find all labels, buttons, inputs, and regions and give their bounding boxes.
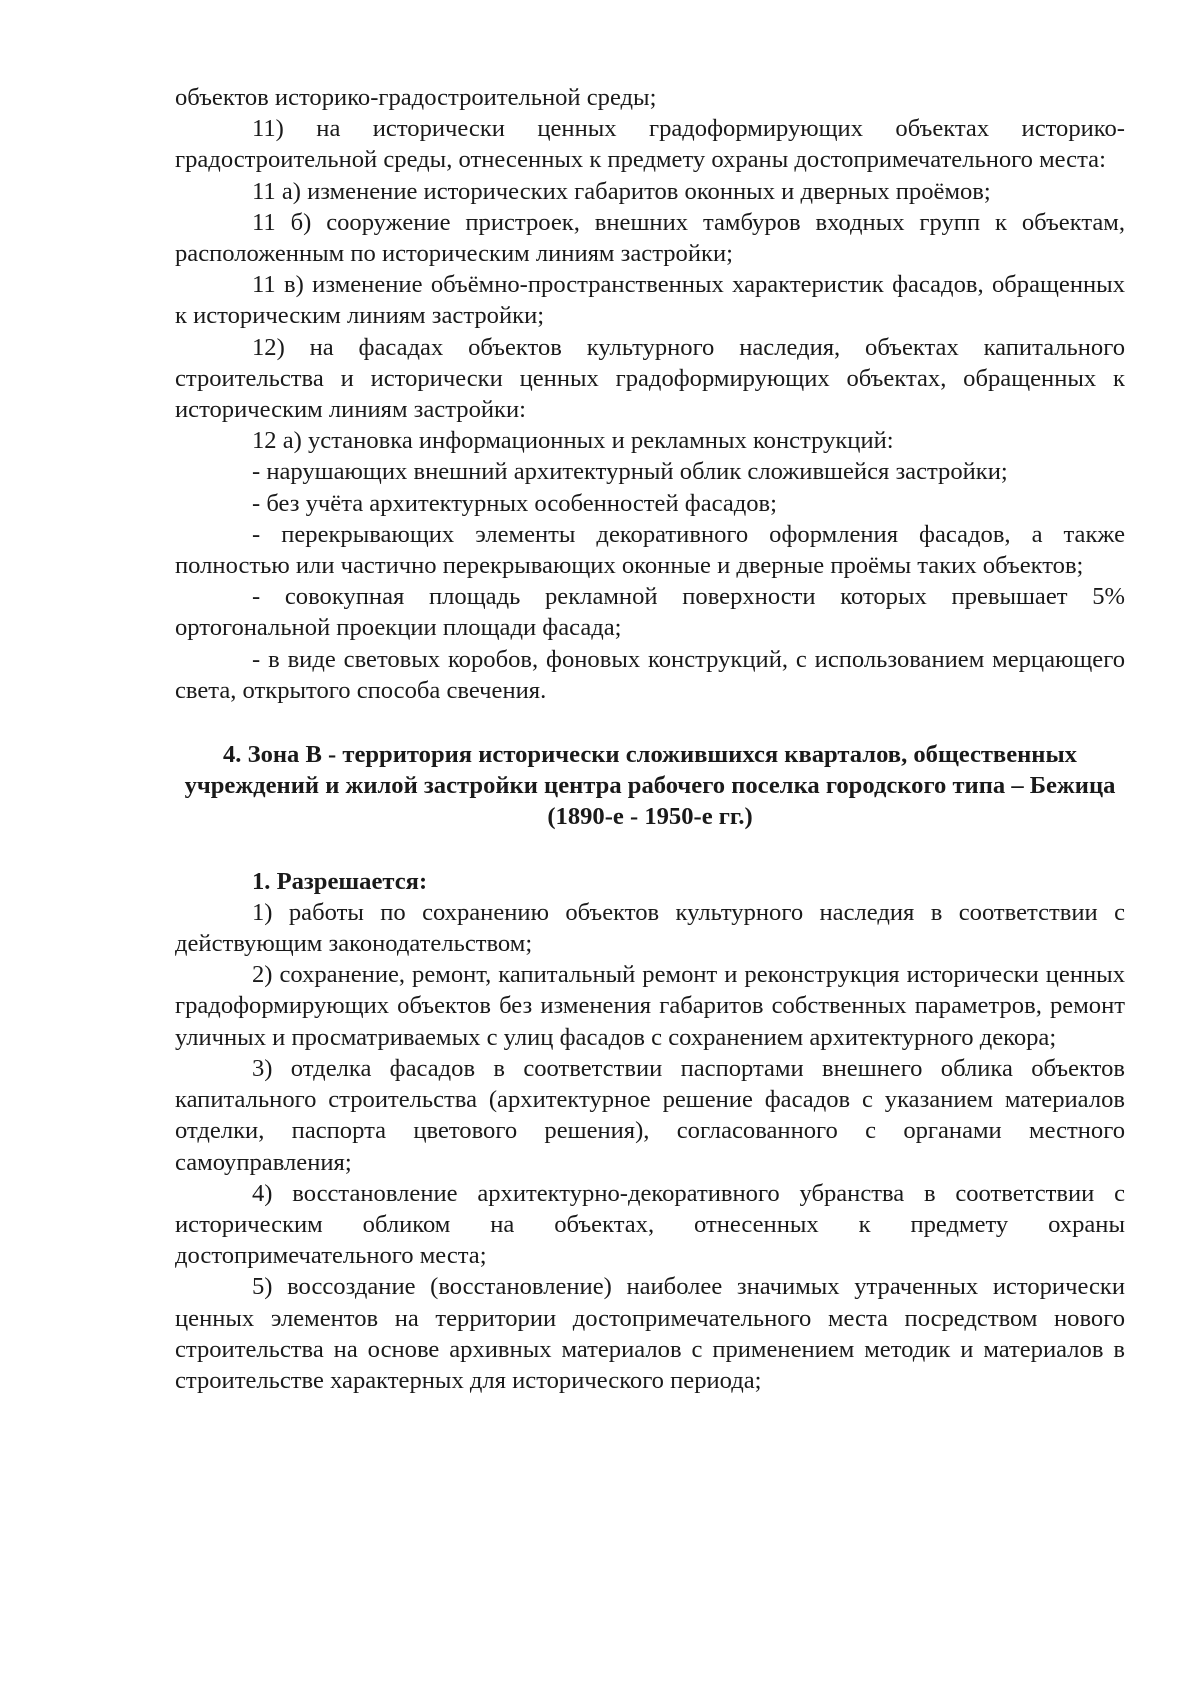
list-item-12a: 12 а) установка информационных и рекламных конструкций: (252, 427, 894, 455)
dash-item: - нарушающих внешний архитектурный облик сложившейся застройки; (252, 458, 1008, 486)
dash-item: - перекрывающих элементы декоративного оформления фасадов, а также полностью или частично перекрывающих оконные и дверные проёмы таких объектов; (175, 520, 1125, 580)
document-body (175, 82, 1125, 1396)
subsection-heading: 1. Разрешается: (252, 867, 428, 895)
list-item-11a: 11 а) изменение исторических габаритов оконных и дверных проёмов; (252, 177, 991, 205)
list-item-5: 5) воссоздание (восстановление) наиболее значимых утраченных исторически ценных элементов на территории достопримечательного места посредством нового строительства на основе архивных материалов с применением методик и материалов в строительстве характерных для исторического периода; (175, 1273, 1125, 1394)
list-item-2: 2) сохранение, ремонт, капитальный ремонт и реконструкция исторически ценных градоформирующих объектов без изменения габаритов собственных параметров, ремонт уличных и просматриваемых с улиц фасадов с сохранением архитектурного декора; (175, 961, 1125, 1051)
list-item-3: 3) отделка фасадов в соответствии паспортами внешнего облика объектов капитального строительства (архитектурное решение фасадов с указанием материалов отделки, паспорта цветового решения), согласованного с органами местного самоуправления; (175, 1054, 1125, 1176)
dash-item: - совокупная площадь рекламной поверхности которых превышает 5% ортогональной проекции площади фасада; (175, 583, 1125, 642)
list-item-11: 11) на исторически ценных градоформирующих объектах историко-градостроительной среды, отнесенных к предмету охраны достопримечательного места: (175, 115, 1125, 174)
list-item-12: 12) на фасадах объектов культурного наследия, объектах капитального строительства и исторически ценных градоформирующих объектах, обращенных к историческим линиям застройки: (175, 333, 1125, 424)
list-item-1: 1) работы по сохранению объектов культурного наследия в соответствии с действующим законодательством; (175, 898, 1125, 958)
list-item-11b: 11 б) сооружение пристроек, внешних тамбуров входных групп к объектам, расположенным по историческим линиям застройки; (175, 208, 1125, 268)
paragraph: объектов историко-градостроительной среды; (175, 84, 657, 111)
list-item-11v: 11 в) изменение объёмно-пространственных характеристик фасадов, обращенных к историческим линиям застройки; (175, 271, 1125, 330)
dash-item: - в виде световых коробов, фоновых конструкций, с использованием мерцающего света, открытого способа свечения. (175, 645, 1125, 704)
dash-item: - без учёта архитектурных особенностей фасадов; (252, 489, 777, 517)
section-heading: 4. Зона В - территория исторически сложившихся кварталов, общественных учреждений и жилой застройки центра рабочего поселка городского типа – Бежица (1890-е - 1950-е гг.) (184, 741, 1116, 831)
list-item-4: 4) восстановление архитектурно-декоративного убранства в соответствии с историческим обликом на объектах, отнесенных к предмету охраны достопримечательного места; (175, 1179, 1125, 1270)
